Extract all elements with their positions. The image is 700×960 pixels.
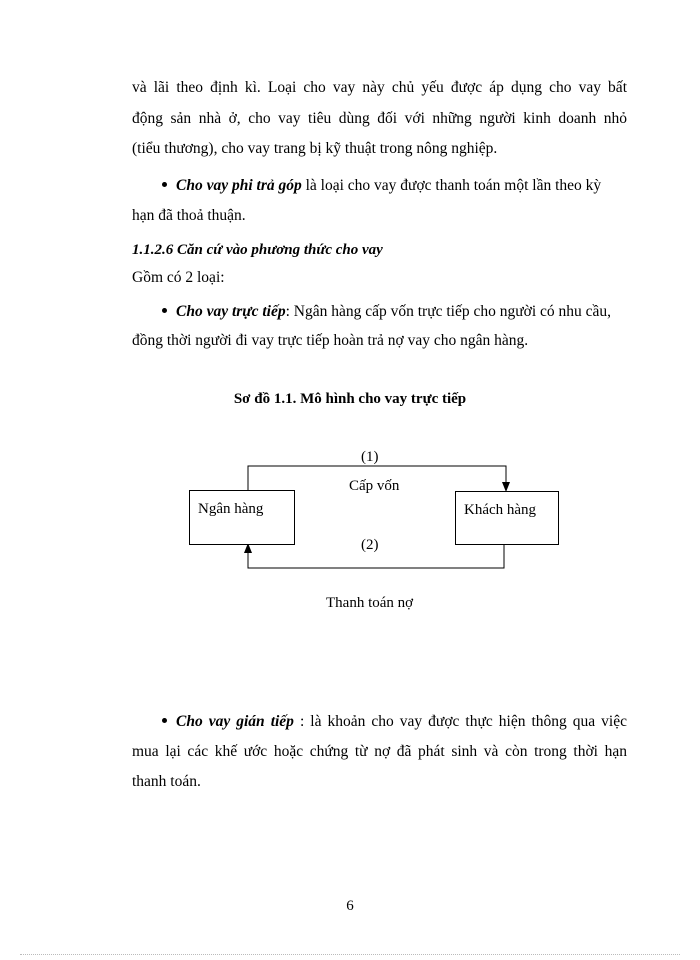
bullet-term: Cho vay phi trả góp <box>176 177 302 194</box>
bullet-term: Cho vay trực tiếp <box>176 303 286 320</box>
diagram-caption: Sơ đồ 1.1. Mô hình cho vay trực tiếp <box>233 391 467 407</box>
bullet-line-2: hạn đã thoả thuận. <box>132 207 246 224</box>
box-ngan-hang <box>189 490 295 545</box>
bullet-text: là loại cho vay được thanh toán một lần theo kỳ <box>301 177 602 194</box>
label-thanh-toan-no: Thanh toán nợ <box>326 595 414 611</box>
box-label: Ngân hàng <box>198 501 264 517</box>
bullet-term: Cho vay gián tiếp <box>176 713 294 730</box>
bullet-text: : là khoản cho vay được thực hiện thông qua việc <box>293 713 627 730</box>
paragraph-line-1: và lãi theo định kì. Loại cho vay này chủ yếu được áp dụng cho vay bất <box>132 79 627 96</box>
bullet-item-gian-tiep <box>132 712 627 732</box>
section-intro: Gồm có 2 loại: <box>132 269 225 286</box>
box-label: Khách hàng <box>464 502 537 518</box>
paragraph-line-2: động sản nhà ở, cho vay tiêu dùng đối với những người kinh doanh nhỏ <box>132 110 627 127</box>
section-heading: 1.1.2.6 Căn cứ vào phương thức cho vay <box>132 242 383 258</box>
page-number: 6 <box>346 898 354 914</box>
label-step-1: (1) <box>361 449 379 465</box>
bullet-line-2: đồng thời người đi vay trực tiếp hoàn trả nợ vay cho ngân hàng. <box>132 332 529 349</box>
label-cap-von: Cấp vốn <box>349 478 400 494</box>
box-khach-hang <box>455 491 559 545</box>
bullet-dot-icon <box>162 718 167 723</box>
bullet-text: : Ngân hàng cấp vốn trực tiếp cho người có nhu cầu, <box>285 303 612 320</box>
label-step-2: (2) <box>361 537 379 553</box>
bullet-line-3: thanh toán. <box>132 773 201 790</box>
page-bottom-divider <box>20 954 680 955</box>
bullet-line-2: mua lại các khế ước hoặc chứng từ nợ đã phát sinh và còn trong thời hạn <box>132 743 627 760</box>
paragraph-line-3: (tiểu thương), cho vay trang bị kỹ thuật trong nông nghiệp. <box>132 140 498 157</box>
